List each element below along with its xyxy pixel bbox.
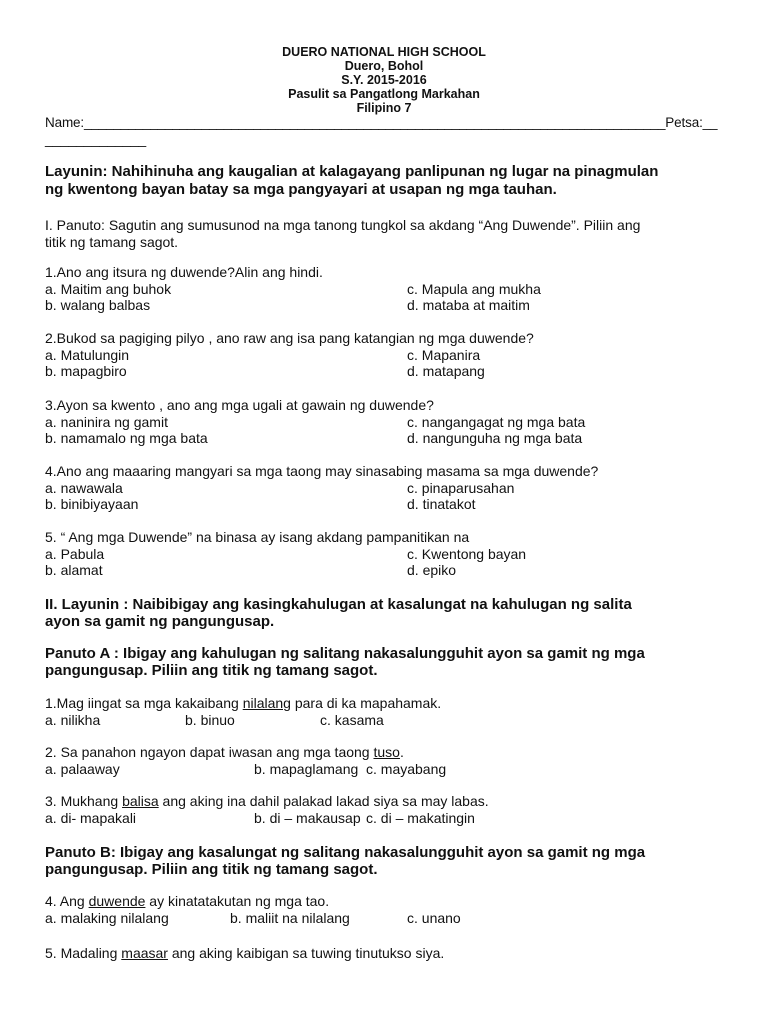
- question-text: 5. Madaling: [45, 945, 122, 961]
- choice-d: d. epiko: [407, 562, 457, 578]
- choice-a: a. Maitim ang buhok: [45, 281, 172, 297]
- underlined-word: balisa: [122, 793, 159, 809]
- choice-c: c. Mapanira: [407, 347, 481, 363]
- choice-a: a. nawawala: [45, 480, 123, 496]
- subject: Filipino 7: [356, 101, 412, 115]
- panuto-b: pangungusap. Piliin ang titik ng tamang sagot.: [45, 861, 378, 878]
- panuto-a: Panuto A : Ibigay ang kahulugan ng salitang nakasalungguhit ayon sa gamit ng mga: [45, 645, 645, 662]
- choice-c: c. Mapula ang mukha: [407, 281, 541, 297]
- question: 4.Ano ang maaaring mangyari sa mga taong may sinasabing masama sa mga duwende?: [45, 463, 599, 479]
- underlined-word: maasar: [121, 945, 168, 961]
- underlined-word: duwende: [88, 893, 146, 909]
- underlined-word: nilalang: [242, 695, 291, 711]
- question: 1.Ano ang itsura ng duwende?Alin ang hindi.: [45, 264, 323, 280]
- question: [45, 744, 404, 761]
- choice-c: c. unano: [407, 910, 461, 926]
- question-text: 3. Mukhang: [45, 793, 123, 809]
- choice-a: a. Matulungin: [45, 347, 130, 363]
- question: 2.Bukod sa pagiging pilyo , ano raw ang isa pang katangian ng mga duwende?: [45, 330, 534, 346]
- question: [45, 893, 329, 910]
- choice-a: a. nilikha: [45, 712, 101, 728]
- choice-b: b. alamat: [45, 562, 103, 578]
- choice-c: c. mayabang: [366, 761, 447, 777]
- choice-d: d. nangunguha ng mga bata: [407, 430, 583, 446]
- choice-a: a. Pabula: [45, 546, 105, 562]
- objective-2: II. Layunin : Naibibigay ang kasingkahulugan at kasalungat na kahulugan ng salita: [45, 596, 632, 613]
- question: [45, 695, 441, 712]
- school-name: DUERO NATIONAL HIGH SCHOOL: [282, 45, 486, 59]
- question-text: ang aking kaibigan sa tuwing tinutukso siya.: [167, 945, 445, 961]
- choice-b: b. walang balbas: [45, 297, 151, 313]
- question-text: .: [399, 744, 404, 760]
- school-year: S.Y. 2015-2016: [341, 73, 427, 87]
- choice-b: b. maliit na nilalang: [230, 910, 350, 926]
- choice-c: c. kasama: [320, 712, 384, 728]
- choice-b: b. binuo: [185, 712, 235, 728]
- choice-b: b. mapaglamang: [254, 761, 359, 777]
- choice-a: a. palaaway: [45, 761, 120, 777]
- instruction-1: titik ng tamang sagot.: [45, 234, 179, 250]
- choice-b: b. binibiyayaan: [45, 496, 139, 512]
- question-text: 4. Ang: [45, 893, 89, 909]
- school-location: Duero, Bohol: [344, 59, 424, 73]
- question-text: para di ka mapahamak.: [290, 695, 442, 711]
- choice-a: a. naninira ng gamit: [45, 414, 168, 430]
- question: [45, 793, 489, 810]
- name-date-line: Name:_______________________________________________________________________________Petsa:__: [45, 115, 718, 130]
- choice-c: c. di – makatingin: [366, 810, 475, 826]
- objective-1: Layunin: Nahihinuha ang kaugalian at kalagayang panlipunan ng lugar na pinagmulan: [45, 163, 659, 180]
- objective-2: ayon sa gamit ng pangungusap.: [45, 613, 275, 630]
- choice-d: d. matapang: [407, 363, 485, 379]
- question-text: ang aking ina dahil palakad lakad siya sa may labas.: [158, 793, 489, 809]
- panuto-b: Panuto B: Ibigay ang kasalungat ng salitang nakasalungguhit ayon sa gamit ng mga: [45, 844, 646, 861]
- choice-a: a. malaking nilalang: [45, 910, 169, 926]
- question: 3.Ayon sa kwento , ano ang mga ugali at gawain ng duwende?: [45, 397, 434, 413]
- choice-b: b. di – makausap: [254, 810, 361, 826]
- instruction-1: I. Panuto: Sagutin ang sumusunod na mga tanong tungkol sa akdang “Ang Duwende”. Piliin ang: [45, 217, 641, 233]
- choice-c: c. nangangagat ng mga bata: [407, 414, 586, 430]
- date-line-cont: _____________: [45, 131, 147, 147]
- choice-a: a. di- mapakali: [45, 810, 137, 826]
- exam-title: Pasulit sa Pangatlong Markahan: [288, 87, 480, 101]
- objective-1: ng kwentong bayan batay sa mga pangyayari at usapan ng mga tauhan.: [45, 181, 557, 198]
- question-text: 2. Sa panahon ngayon dapat iwasan ang mga taong: [45, 744, 374, 760]
- choice-d: d. tinatakot: [407, 496, 476, 512]
- choice-c: c. pinaparusahan: [407, 480, 515, 496]
- choice-d: d. mataba at maitim: [407, 297, 530, 313]
- question-text: 1.Mag iingat sa mga kakaibang: [45, 695, 243, 711]
- question: 5. “ Ang mga Duwende” na binasa ay isang akdang pampanitikan na: [45, 529, 470, 545]
- choice-b: b. namamalo ng mga bata: [45, 430, 208, 446]
- underlined-word: tuso: [373, 744, 400, 760]
- question: [45, 945, 444, 962]
- choice-b: b. mapagbiro: [45, 363, 127, 379]
- panuto-a: pangungusap. Piliin ang titik ng tamang sagot.: [45, 662, 378, 679]
- question-text: ay kinatatakutan ng mga tao.: [145, 893, 330, 909]
- choice-c: c. Kwentong bayan: [407, 546, 527, 562]
